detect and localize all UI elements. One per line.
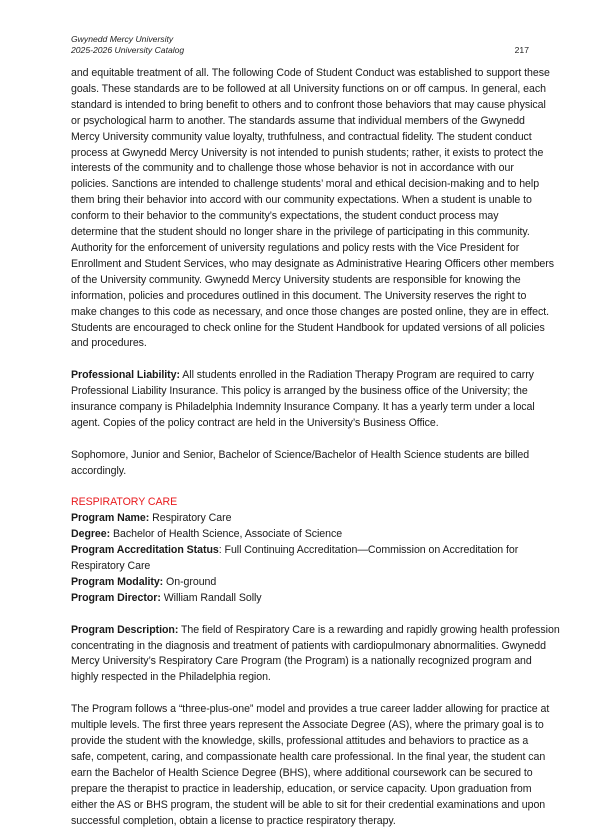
text-line: standard is intended to bring benefit to others and to confront those behaviors that may cause physical [71, 98, 546, 111]
text-line: The Program follows a “three-plus-one” model and provides a true career ladder allowing for practice at [71, 703, 550, 716]
liability-label: Professional Liability: [71, 369, 180, 382]
field-accreditation-status-cont: Respiratory Care [71, 560, 151, 573]
program-info-block [71, 495, 533, 606]
text-line: conform to their behavior to the community’s expectations, the student conduct process may [71, 210, 499, 223]
text-line: Enrollment and Student Services, who may designate as Administrative Hearing Officers other members [71, 257, 554, 270]
text-line: interests of the community and to challenge those whose behavior is not in accordance with our [71, 162, 514, 175]
text-line: All students enrolled in the Radiation Therapy Program are required to carry [179, 369, 534, 382]
text-line: either the AS or BHS program, the student will be able to sit for their credential examinations and upon [71, 798, 546, 811]
code-of-conduct-paragraph [71, 66, 554, 352]
text-line: make changes to this code as necessary, and once those changes are posted online, they are in effect. [71, 305, 550, 318]
billing-paragraph [71, 448, 533, 480]
text-line: provide the student with the knowledge, skills, professional attitudes and behaviors to practice as a [71, 734, 529, 747]
text-line: highly respected in the Philadelphia region. [71, 671, 271, 684]
text-line: of the University community. Gwynedd Mercy University students are responsible for knowing the [71, 273, 521, 286]
text-line: safe, competent, caring, and compassionate health care professional. In the final year, the student can [71, 750, 546, 763]
page-body [71, 66, 560, 829]
text-line: insurance company is Philadelphia Indemnity Insurance Company. It has a yearly term under a local [71, 401, 535, 414]
text-line: or psychological harm to another. The standards assume that individual members of the Gwynedd [71, 114, 525, 127]
text-line: goals. These standards are to be followed at all University functions on or off campus. In general, each [71, 82, 546, 95]
text-line: Professional Liability Insurance. This policy is arranged by the business office of the University; the [71, 385, 528, 398]
field-degree: Degree: Bachelor of Health Science, Associate of Science [71, 528, 343, 541]
text-line: Students are encouraged to check online for the Student Handbook for updated versions of all policies [71, 321, 545, 334]
text-line: prepare the therapist to practice in leadership, education, or service capacity. Upon graduation from [71, 782, 532, 795]
page-number: 217 [514, 45, 529, 55]
running-header [71, 34, 184, 56]
text-line: information, policies and procedures outlined in this document. The University reserves the right to [71, 289, 527, 302]
section-heading: RESPIRATORY CARE [71, 496, 178, 509]
text-line: The field of Respiratory Care is a rewarding and rapidly growing health profession [178, 623, 560, 636]
text-line: agent. Copies of the policy contract are held in the University’s Business Office. [71, 416, 439, 429]
text-line: policies. Sanctions are intended to challenge students’ moral and ethical decision-making and to help [71, 178, 540, 191]
text-line: earn the Bachelor of Health Science Degree (BHS), where additional coursework can be secured to [71, 766, 533, 779]
program-model-paragraph [71, 702, 550, 829]
field-program-modality: Program Modality: On-ground [71, 575, 217, 588]
text-line: concentrating in the diagnosis and treatment of patients with cardiopulmonary abnormalities. Gwynedd [71, 639, 546, 652]
text-line: accordingly. [71, 464, 127, 477]
text-line: Mercy University community value loyalty, truthfulness, and contractual fidelity. The student conduct [71, 130, 532, 143]
text-line: Sophomore, Junior and Senior, Bachelor of Science/Bachelor of Health Science students are billed [71, 448, 530, 461]
text-line: successful completion, obtain a license to practice respiratory therapy. [71, 814, 396, 827]
text-line: process at Gwynedd Mercy University is not intended to punish students; rather, it exists to protect the [71, 146, 544, 159]
field-program-director: Program Director: William Randall Solly [71, 591, 262, 604]
header-institution: Gwynedd Mercy University [71, 34, 174, 44]
field-program-name: Program Name: Respiratory Care [71, 512, 232, 525]
text-line: and equitable treatment of all. The following Code of Student Conduct was established to support these [71, 67, 550, 79]
text-line: Authority for the enforcement of university regulations and policy rests with the Vice President for [71, 241, 520, 254]
text-line: them bring their behavior into accord with our community expectations. When a student is unable to [71, 194, 532, 207]
text-line: multiple levels. The first three years represent the Associate Degree (AS), where the primary goal is to [71, 719, 544, 732]
text-line: Mercy University’s Respiratory Care Program (the Program) is a nationally recognized program and [71, 655, 532, 668]
program-description-paragraph [71, 623, 560, 687]
text-line: and procedures. [71, 337, 147, 350]
header-catalog-title: 2025-2026 University Catalog [71, 45, 185, 55]
professional-liability-paragraph [71, 368, 533, 432]
description-label: Program Description: [71, 623, 179, 636]
text-line: determine that the student should no longer share in the privilege of participating in this community. [71, 226, 530, 239]
field-accreditation-status: Program Accreditation Status: Full Continuing Accreditation—Commission on Accreditation for [71, 544, 519, 557]
